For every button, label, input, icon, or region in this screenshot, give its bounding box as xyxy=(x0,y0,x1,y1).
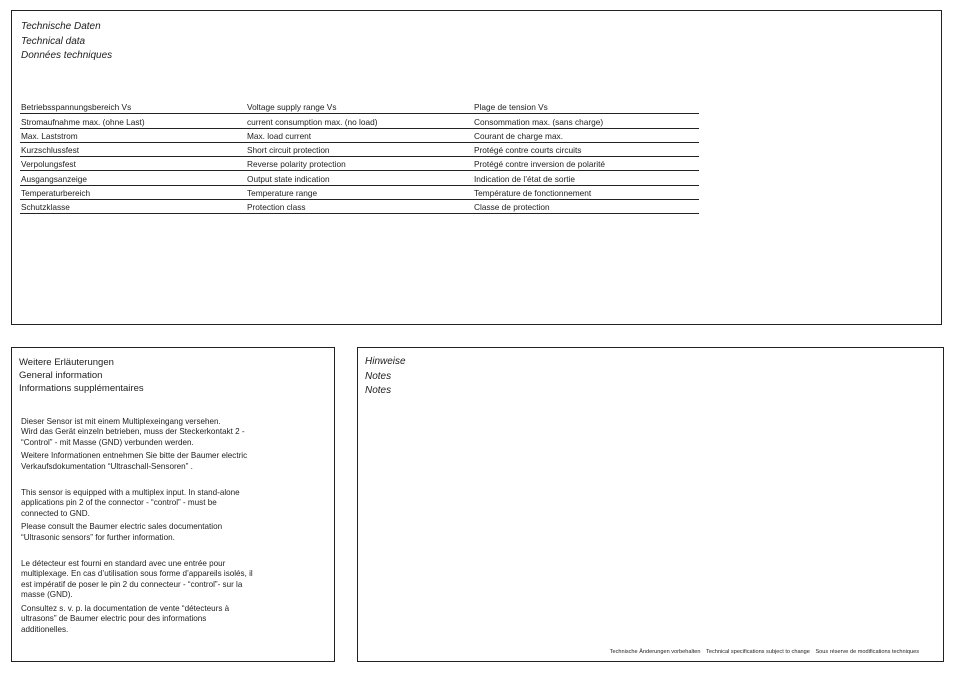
text-line: Consultez s. v. p. la documentation de vente “détecteurs à xyxy=(21,603,230,613)
disclaimer-footer xyxy=(606,649,919,655)
text-line: Le détecteur est fourni en standard avec une entrée pour xyxy=(21,559,226,569)
title-de: Hinweise xyxy=(365,356,406,367)
disclaimer-de: Technische Änderungen vorbehalten xyxy=(609,649,701,655)
text-line: Wird das Gerät einzeln betrieben, muss der Steckerkontakt 2 - xyxy=(21,427,245,437)
text-line: est impératif de poser le pin 2 du connecteur - “control”- sur la xyxy=(21,579,243,589)
table-row xyxy=(20,157,699,171)
text-line: masse (GND). xyxy=(21,590,73,600)
title-en: Technical data xyxy=(21,35,86,47)
table-row xyxy=(20,185,699,199)
disclaimer-en: Technical specifications subject to change xyxy=(706,649,810,655)
title-en: Notes xyxy=(365,370,392,382)
row-label-en: Max. load current xyxy=(246,128,473,142)
table-row xyxy=(20,128,699,142)
notes-panel xyxy=(357,347,944,662)
row-label-en: Voltage supply range Vs xyxy=(246,100,473,114)
row-label-de: Stromaufnahme max. (ohne Last) xyxy=(20,114,246,128)
row-label-fr: Courant de charge max. xyxy=(473,128,699,142)
text-line: Dieser Sensor ist mit einem Multiplexeingang versehen. xyxy=(21,417,221,426)
row-label-fr: Classe de protection xyxy=(473,200,699,214)
row-label-de: Ausgangsanzeige xyxy=(20,171,246,185)
text-line: multiplexage. En cas d’utilisation sous forme d’appareils isolés, il xyxy=(21,569,253,579)
row-label-en: Protection class xyxy=(246,200,473,214)
technical-data-table xyxy=(20,100,699,214)
text-line: applications pin 2 of the connector - “control” - must be xyxy=(21,498,217,508)
row-label-fr: Protégé contre courts circuits xyxy=(473,142,699,156)
table-row xyxy=(20,100,699,114)
row-label-fr: Indication de l’état de sortie xyxy=(473,171,699,185)
notes-heading xyxy=(365,355,406,399)
text-line: connected to GND. xyxy=(21,508,90,518)
table-row xyxy=(20,114,699,128)
row-label-fr: Température de fonctionnement xyxy=(473,185,699,199)
further-information-heading xyxy=(19,356,144,396)
technical-data-panel xyxy=(11,10,942,325)
text-line: “Control” - mit Masse (GND) verbunden werden. xyxy=(21,437,194,447)
row-label-fr: Consommation max. (sans charge) xyxy=(473,114,699,128)
row-label-en: current consumption max. (no load) xyxy=(246,114,473,128)
row-label-de: Max. Laststrom xyxy=(20,128,246,142)
row-label-en: Reverse polarity protection xyxy=(246,157,473,171)
disclaimer-fr: Sous réserve de modifications techniques xyxy=(815,649,919,655)
text-line: Verkaufsdokumentation “Ultraschall-Sensoren” . xyxy=(21,461,193,471)
table-row xyxy=(20,142,699,156)
row-label-de: Kurzschlussfest xyxy=(20,142,246,156)
title-de: Technische Daten xyxy=(21,21,101,32)
row-label-de: Verpolungsfest xyxy=(20,157,246,171)
table-row xyxy=(20,200,699,214)
row-label-de: Schutzklasse xyxy=(20,200,246,214)
row-label-de: Temperaturbereich xyxy=(20,185,246,199)
text-line: Please consult the Baumer electric sales documentation xyxy=(21,522,223,532)
row-label-de: Betriebsspannungsbereich Vs xyxy=(20,100,246,114)
title-en: General information xyxy=(19,370,103,382)
row-label-en: Short circuit protection xyxy=(246,142,473,156)
further-information-text xyxy=(21,417,311,635)
technical-data-heading xyxy=(21,20,112,64)
title-fr: Informations supplémentaires xyxy=(19,383,144,395)
row-label-fr: Protégé contre inversion de polarité xyxy=(473,157,699,171)
further-information-panel xyxy=(11,347,335,662)
text-line: ultrasons” de Baumer electric pour des informations xyxy=(21,614,207,624)
title-fr: Notes xyxy=(365,385,392,396)
row-label-fr: Plage de tension Vs xyxy=(473,100,699,114)
text-line: “Ultrasonic sensors” for further information. xyxy=(21,532,175,542)
title-fr: Données techniques xyxy=(21,50,113,61)
title-de: Weitere Erläuterungen xyxy=(19,357,114,368)
row-label-en: Temperature range xyxy=(246,185,473,199)
text-line: This sensor is equipped with a multiplex input. In stand-alone xyxy=(21,488,240,498)
row-label-en: Output state indication xyxy=(246,171,473,185)
text-line: Weitere Informationen entnehmen Sie bitte der Baumer electric xyxy=(21,451,248,461)
text-line: additionelles. xyxy=(21,624,69,634)
table-row xyxy=(20,171,699,185)
